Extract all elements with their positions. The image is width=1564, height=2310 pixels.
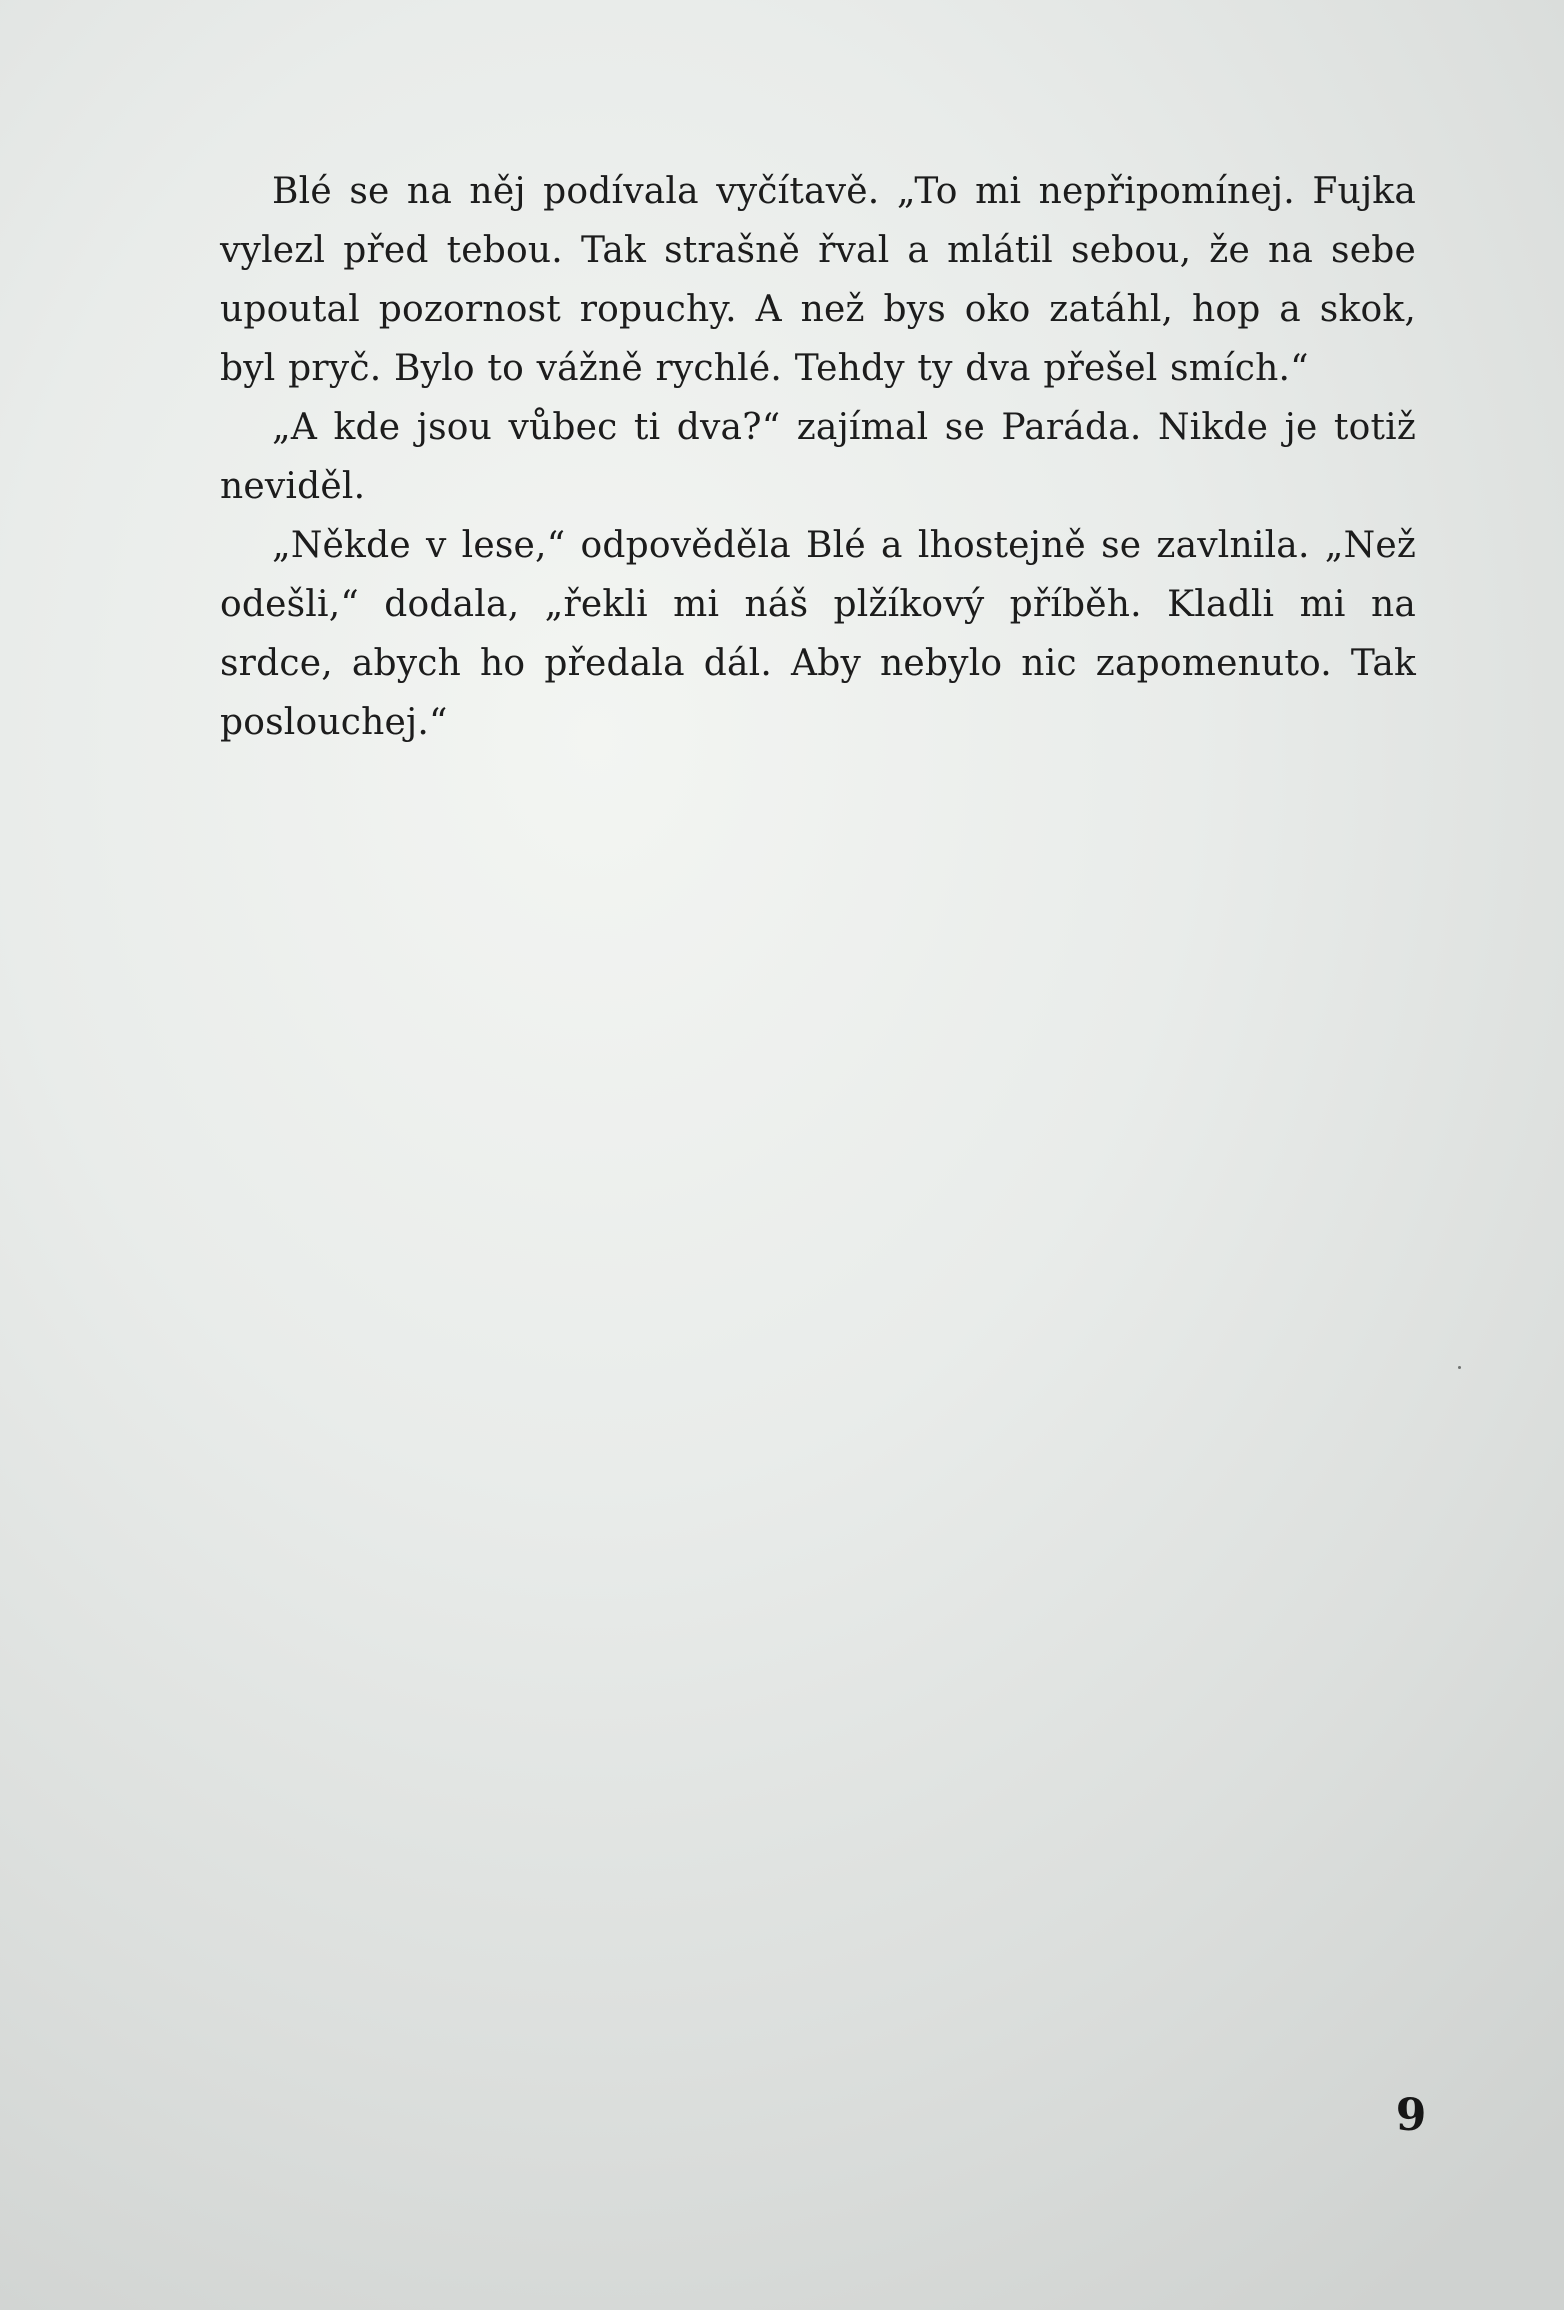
paragraph: „Někde v lese,“ odpověděla Blé a lhostejně se zavlnila. „Než odešli,“ dodala, „řekli mi náš plžíkový příběh. Kladli mi na srdce, abych ho předala dál. Aby nebylo nic zapomenuto. Tak poslouchej.“ [220, 525, 1416, 743]
body-text [220, 162, 1416, 752]
paragraph: Blé se na něj podívala vyčítavě. „To mi nepřipomínej. Fujka vylezl před tebou. Tak strašně řval a mlátil sebou, že na sebe upoutal pozornost ropuchy. A než bys oko zatáhl, hop a skok, byl pryč. Bylo to vážně rychlé. Tehdy ty dva přešel smích.“ [220, 171, 1416, 389]
paragraph: „A kde jsou vůbec ti dva?“ zajímal se Paráda. Nikde je totiž neviděl. [220, 407, 1416, 507]
page-number: 9 [1395, 2090, 1427, 2141]
paper-speck [1458, 1366, 1461, 1369]
